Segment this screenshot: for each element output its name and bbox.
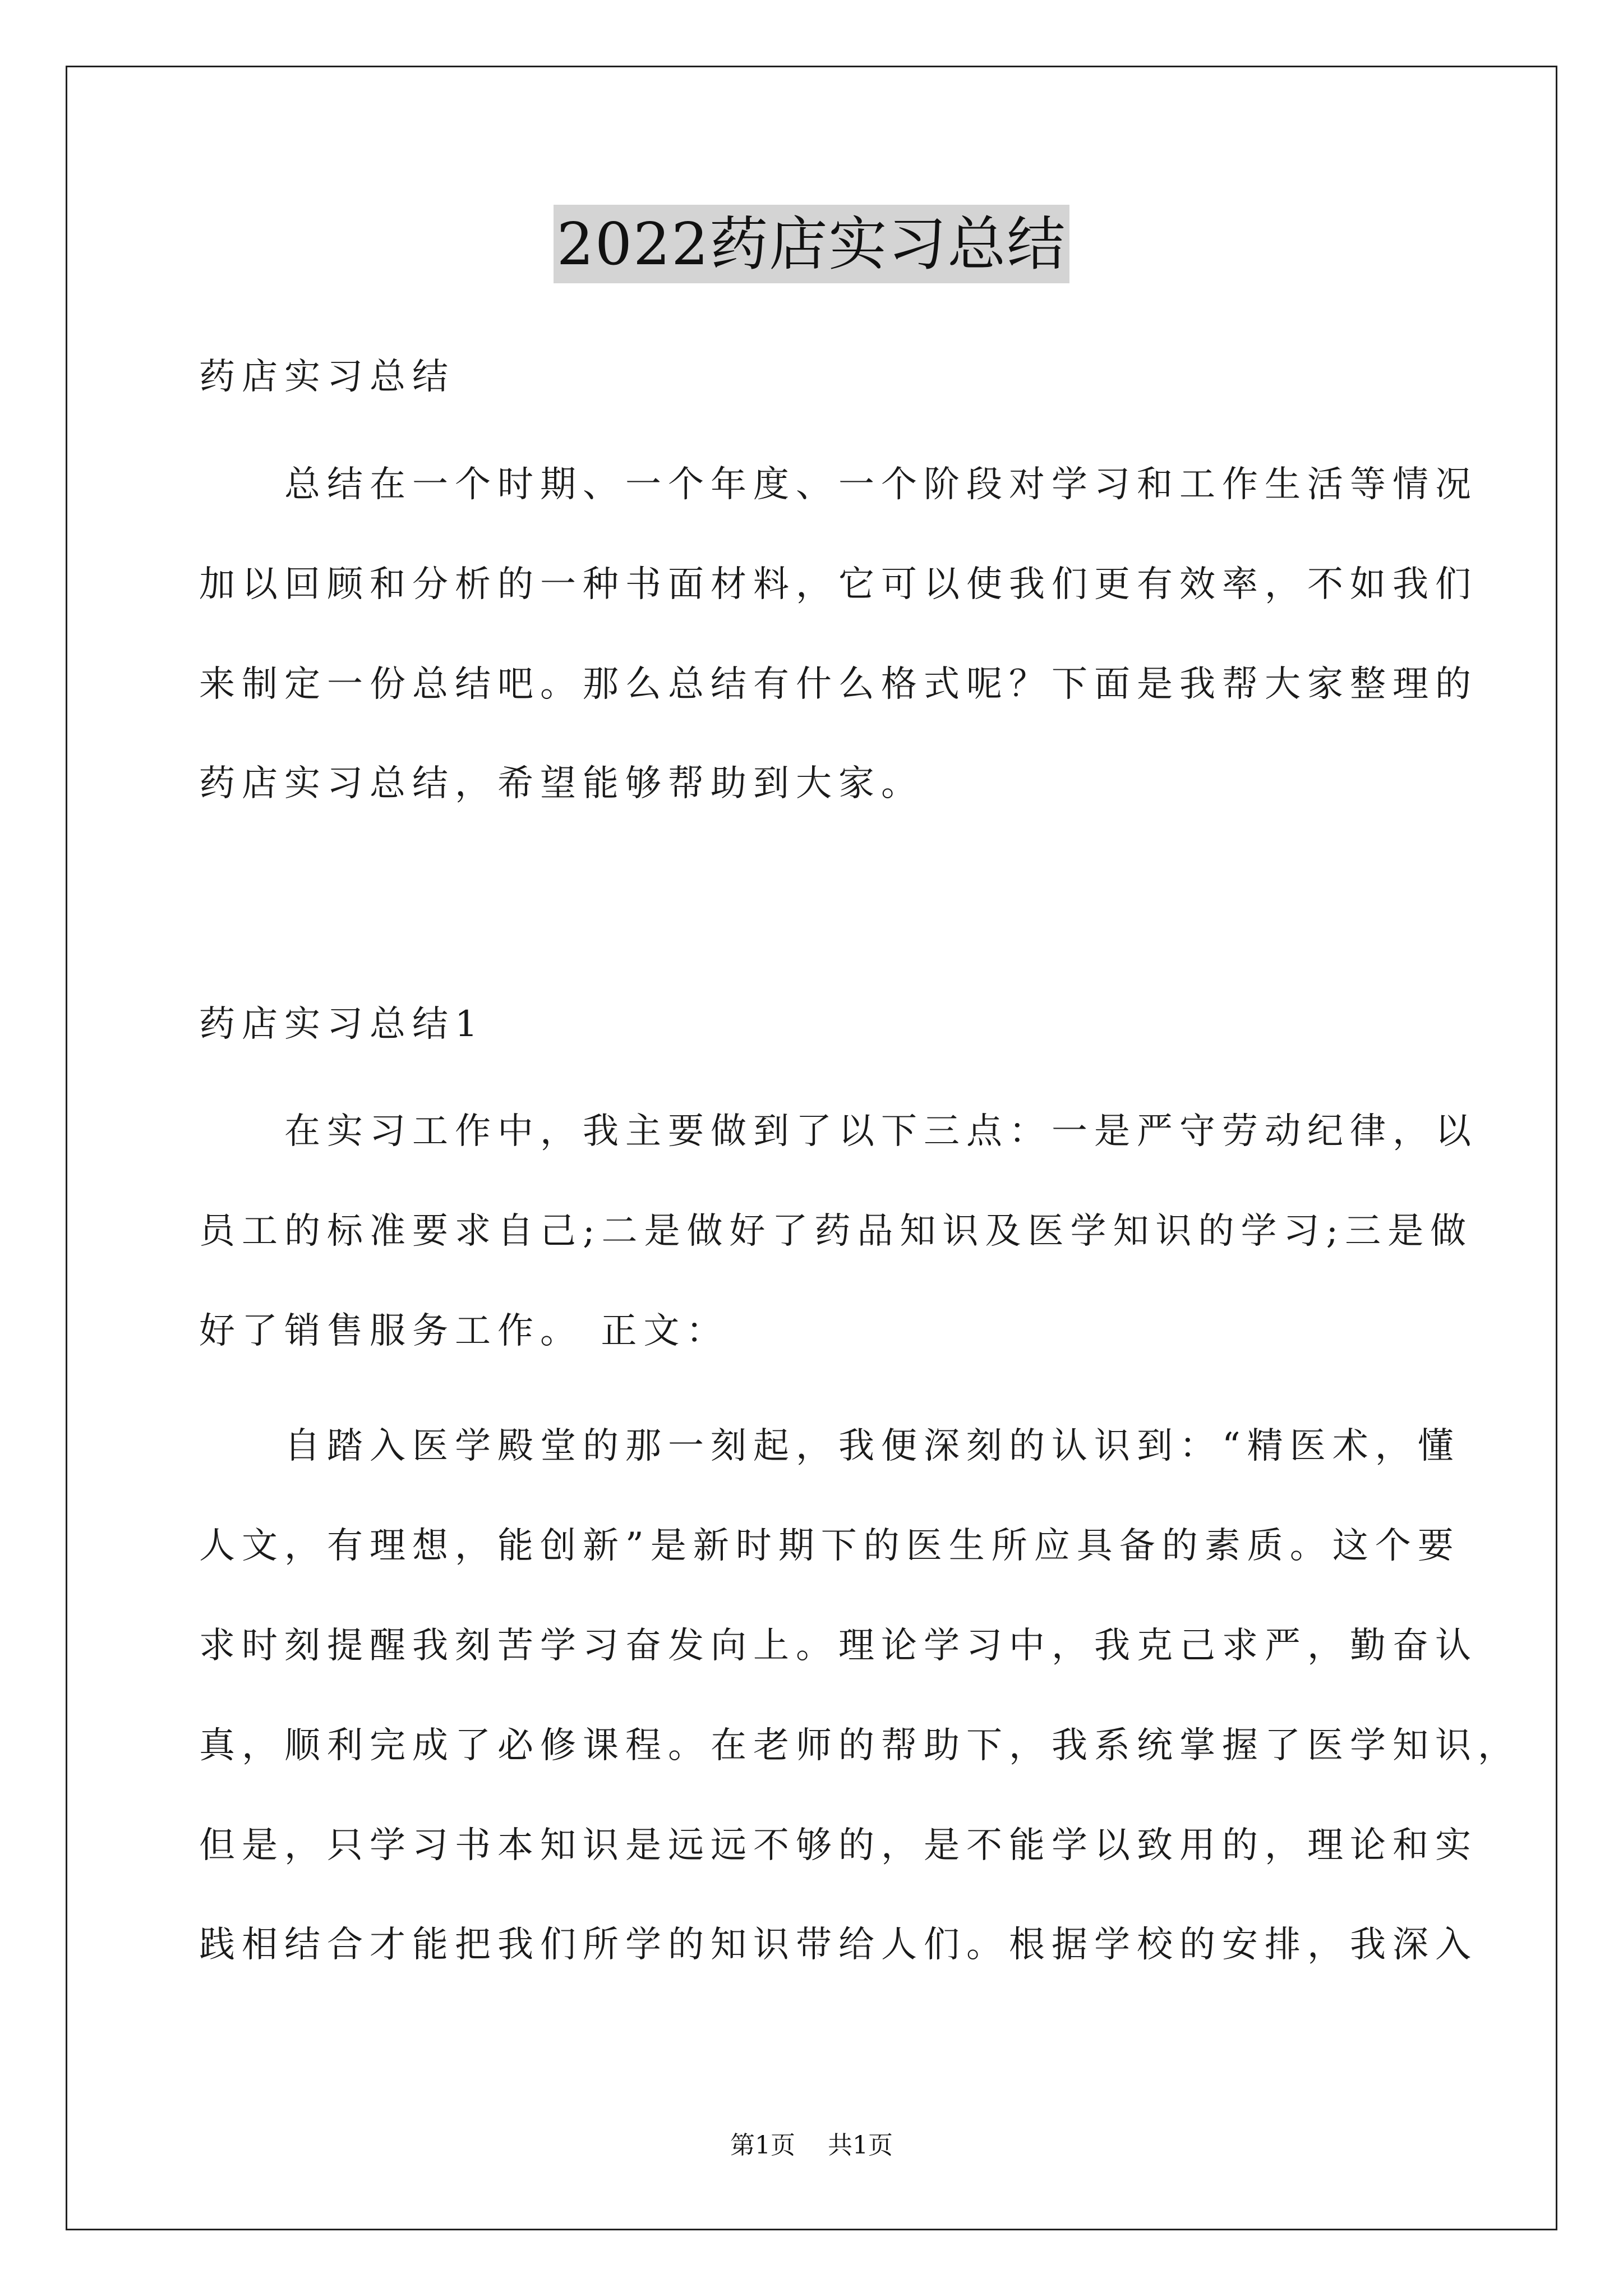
paragraph-line: 药店实习总结，希望能够帮助到大家。 <box>199 763 924 804</box>
page-footer: 第1页 共1页 <box>730 2131 893 2160</box>
paragraph-line: 人文，有理想，能创新”是新时期下的医生所应具备的素质。这个要 <box>199 1525 1460 1567</box>
paragraph-line: 加以回顾和分析的一种书面材料，它可以使我们更有效率，不如我们 <box>199 564 1478 605</box>
title-container <box>0 205 1623 283</box>
paragraph-line: 真，顺利完成了必修课程。在老师的帮助下，我系统掌握了医学知识， <box>199 1725 1520 1766</box>
paragraph-line: 员工的标准要求自己;二是做好了药品知识及医学知识的学习;三是做 <box>199 1211 1473 1252</box>
paragraph-line: 来制定一份总结吧。那么总结有什么格式呢？下面是我帮大家整理的 <box>199 664 1478 705</box>
section-heading: 药店实习总结 <box>199 356 455 398</box>
paragraph-line: 好了销售服务工作。 正文： <box>199 1310 729 1352</box>
paragraph-line: 自踏入医学殿堂的那一刻起，我便深刻的认识到：“精医术，懂 <box>199 1425 1460 1467</box>
paragraph-line: 但是，只学习书本知识是远远不够的，是不能学以致用的，理论和实 <box>199 1825 1478 1866</box>
paragraph-line: 在实习工作中，我主要做到了以下三点：一是严守劳动纪律，以 <box>199 1111 1478 1152</box>
document-title: 2022药店实习总结 <box>554 205 1070 283</box>
paragraph-line: 求时刻提醒我刻苦学习奋发向上。理论学习中，我克己求严，勤奋认 <box>199 1625 1478 1667</box>
paragraph-line: 总结在一个时期、一个年度、一个阶段对学习和工作生活等情况 <box>199 464 1478 505</box>
paragraph-line: 践相结合才能把我们所学的知识带给人们。根据学校的安排，我深入 <box>199 1924 1478 1966</box>
section-heading: 药店实习总结1 <box>199 1004 485 1045</box>
